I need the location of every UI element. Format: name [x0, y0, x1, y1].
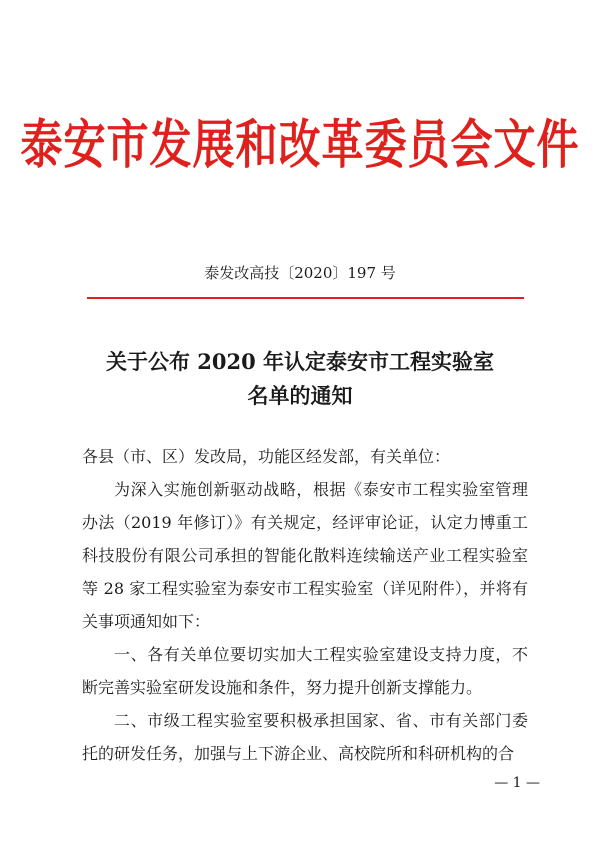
body-paragraph: 为深入实施创新驱动战略，根据《泰安市工程实验室管理办法（2019 年修订）》有关规定，经评审论证，认定力博重工科技股份有限公司承担的智能化散料连续输送产业工程实验室等 28 家工程实验室为泰安市工程实验室（详见附件），并将有关事项通知如下： [82, 480, 528, 631]
document-number: 泰发改高技〔2020〕197 号 [204, 264, 396, 282]
notice-title [0, 345, 600, 413]
notice-title-line-2: 名单的通知 [247, 383, 353, 408]
page-number: — 1 — [494, 775, 540, 791]
document-body [82, 440, 528, 770]
red-divider-line [87, 297, 524, 299]
salutation: 各县（市、区）发改局，功能区经发部，有关单位： [82, 447, 451, 466]
body-paragraph: 一、各有关单位要切实加大工程实验室建设支持力度，不断完善实验室研发设施和条件，努力提升创新支撑能力。 [82, 645, 528, 697]
notice-title-line-1: 关于公布 2020 年认定泰安市工程实验室 [105, 349, 495, 374]
body-paragraph: 二、市级工程实验室要积极承担国家、省、市有关部门委托的研发任务，加强与上下游企业、高校院所和科研机构的合 [82, 711, 528, 763]
agency-header-title: 泰安市发展和改革委员会文件 [20, 113, 580, 175]
